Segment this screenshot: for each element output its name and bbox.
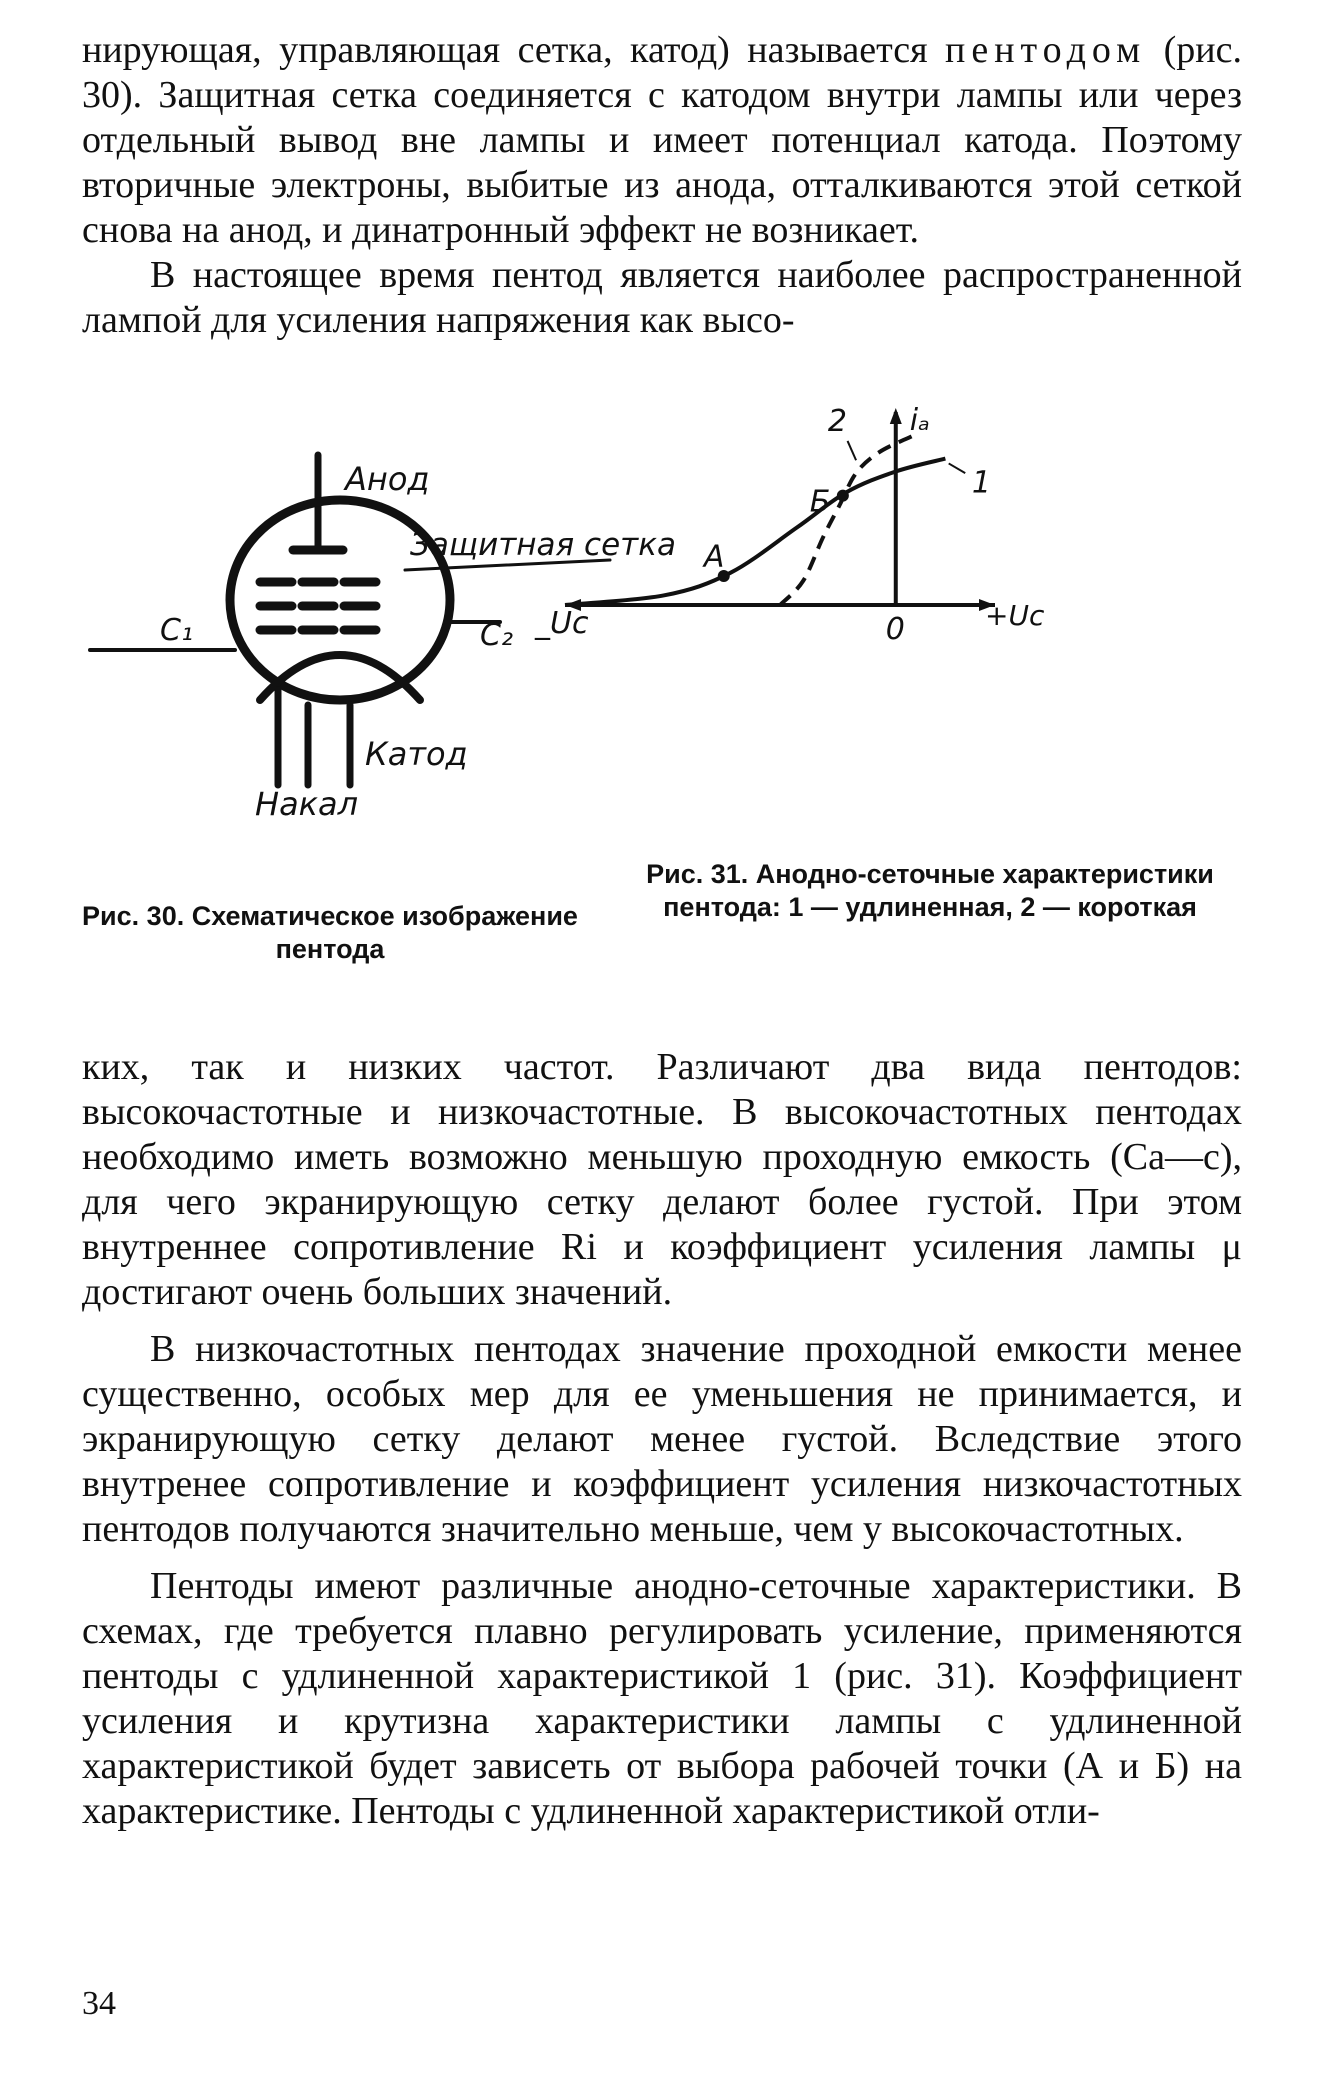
label-point-a: А: [703, 539, 725, 575]
series-2-line: [780, 436, 912, 605]
leader-curve-1: [949, 463, 966, 473]
label-screen-grid: Защитная сетка: [410, 527, 676, 563]
caption-fig-30: Рис. 30. Схематическое изображение пентода: [82, 901, 578, 964]
paragraph-2: В настоящее время пентод является наиболее распространенной лампой для усиления напряжения как высо-: [82, 254, 1242, 341]
label-curve-2: 2: [827, 404, 848, 440]
characteristic-chart: [534, 403, 1045, 647]
paragraph-4: В низкочастотных пентодах значение проходной емкости менее существенно, особых мер для ее уменьшения не принимается, и экранирующую сетку делают менее густой. Вследствие этого внутренее сопротивление и коэффициент усиления низкочастотных пентодов получаются значительно меньше, чем у высокочастотных.: [82, 1328, 1242, 1550]
paragraph-5: Пентоды имеют различные анодно-сеточные характеристики. В схемах, где требуется плавно регулировать усиление, применяются пентоды с удлиненной характеристикой 1 (рис. 31). Коэффициент усиления и крутизна характеристики лампы с удлиненной характеристикой будет зависеть от выбора рабочей точки (А и Б) на характеристике. Пентоды с удлиненной характеристикой отли-: [82, 1565, 1242, 1832]
label-c2: С₂: [480, 618, 513, 653]
label-neg-uc: _Uc: [535, 606, 589, 641]
caption-fig-31: Рис. 31. Анодно-сеточные характеристики пентода: 1 — удлиненная, 2 — короткая: [646, 859, 1214, 922]
page-number: 34: [82, 1985, 116, 2022]
label-heater: Накал: [255, 785, 359, 823]
paragraph-3: ких, так и низких частот. Различают два вида пентодов: высокочастотные и низкочастотные. В высокочастотных пентодах необходимо иметь возможно меньшую проходную емкость (Са—с), для чего экранирующую сетку делают более густой. При этом внутреннее сопротивление Ri и коэффициент усиления лампы μ достигают очень больших значений.: [82, 1046, 1242, 1313]
text-block-top: [82, 28, 1242, 343]
label-zero: 0: [885, 612, 905, 647]
label-ia: iₐ: [909, 403, 930, 438]
label-point-b: Б: [809, 484, 831, 520]
paragraph-1: нирующая, управляющая сетка, катод) называется пентодом (рис. 30). Защитная сетка соединяется с катодом внутри лампы или через отдельный вывод вне лампы и имеет потенциал катода. Поэтому вторичные электроны, выбитые из анода, отталкиваются этой сеткой снова на анод, и динатронный эффект не возникает.: [82, 29, 1243, 251]
label-pos-uc: +Uc: [985, 599, 1045, 632]
point-b: [837, 490, 849, 502]
y-axis-arrow: [890, 408, 902, 424]
text-block-bottom: [82, 1045, 1242, 1834]
label-anode: Анод: [345, 460, 430, 498]
cathode-arc: [260, 655, 420, 700]
term-pentode: пентодом: [945, 29, 1147, 71]
grids: [260, 582, 376, 630]
label-curve-1: 1: [971, 465, 991, 501]
figures-svg: [60, 400, 1260, 860]
leader-curve-2: [848, 441, 857, 460]
figures-area: [60, 400, 1260, 1000]
label-cathode: Катод: [365, 735, 468, 773]
label-c1: С₁: [160, 613, 193, 648]
